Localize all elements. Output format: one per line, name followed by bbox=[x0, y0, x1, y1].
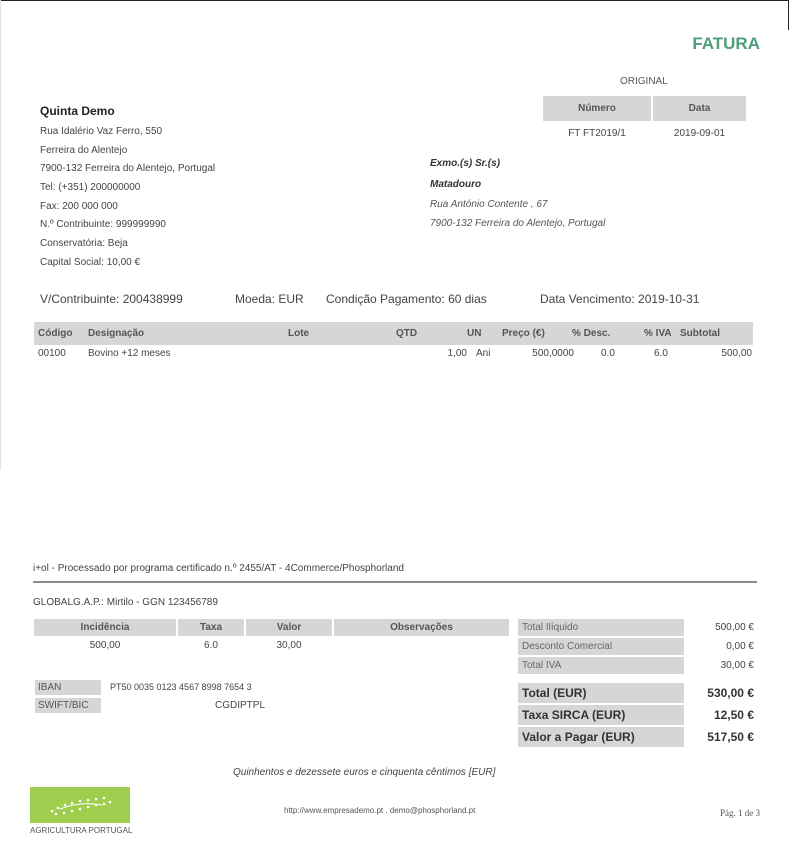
customer-salutation: Exmo.(s) Sr.(s) bbox=[430, 158, 501, 169]
company-capital: Capital Social: 10,00 € bbox=[40, 257, 141, 268]
col-discount-header: % Desc. bbox=[572, 328, 611, 339]
company-website-email: http://www.empresademo.pt . demo@phosphorland.pt bbox=[284, 806, 476, 815]
item-discount: 0.0 bbox=[601, 348, 615, 359]
amount-due-value: 517,50 € bbox=[707, 730, 754, 744]
software-certification-note: i+ol - Processado por programa certificado n.º 2455/AT - 4Commerce/Phosphorland bbox=[33, 563, 404, 574]
item-designation: Bovino +12 meses bbox=[88, 348, 171, 359]
item-vat: 6.0 bbox=[654, 348, 668, 359]
item-price: 500,0000 bbox=[532, 348, 574, 359]
discount-value: 0,00 € bbox=[726, 641, 754, 652]
organic-logo bbox=[30, 787, 130, 823]
company-address-postal: 7900-132 Ferreira do Alentejo, Portugal bbox=[40, 163, 216, 174]
total-value: 530,00 € bbox=[707, 686, 754, 700]
tax-value-value: 30,00 bbox=[276, 640, 302, 651]
amount-in-words: Quinhentos e dezessete euros e cinquenta cêntimos [EUR] bbox=[233, 767, 496, 778]
due-date: Data Vencimento: 2019-10-31 bbox=[540, 292, 700, 306]
tax-incidence-value: 500,00 bbox=[89, 640, 121, 651]
payment-terms: Condição Pagamento: 60 dias bbox=[326, 292, 487, 306]
customer-address-street: Rua António Contente , 67 bbox=[430, 199, 548, 210]
col-qty-header: QTD bbox=[396, 328, 418, 339]
company-tax-id: N.º Contribuinte: 999999990 bbox=[40, 219, 166, 230]
company-name: Quinta Demo bbox=[40, 104, 115, 118]
page-top-border bbox=[0, 0, 789, 1]
total-vat-value: 30,00 € bbox=[720, 660, 754, 671]
col-code-header: Código bbox=[38, 328, 73, 339]
customer-address-city: 7900-132 Ferreira do Alentejo, Portugal bbox=[430, 218, 606, 229]
company-registry: Conservatória: Beja bbox=[40, 238, 128, 249]
swift-value: CGDIPTPL bbox=[215, 700, 266, 711]
tax-incidence-header: Incidência bbox=[34, 619, 176, 636]
section-divider bbox=[33, 581, 757, 583]
eu-organic-leaf-icon bbox=[30, 787, 130, 823]
company-address-city: Ferreira do Alentejo bbox=[40, 145, 128, 156]
item-subtotal: 500,00 bbox=[721, 348, 752, 359]
sirca-tax-label: Taxa SIRCA (EUR) bbox=[518, 705, 684, 725]
item-qty: 1,00 bbox=[447, 348, 467, 359]
company-address-street: Rua Idalério Vaz Ferro, 550 bbox=[40, 126, 163, 137]
col-unit-header: UN bbox=[467, 328, 482, 339]
tax-value-header: Valor bbox=[246, 619, 332, 636]
copy-type-label: ORIGINAL bbox=[620, 76, 668, 87]
sirca-tax-value: 12,50 € bbox=[713, 708, 754, 722]
iban-label: IBAN bbox=[35, 680, 101, 695]
company-fax: Fax: 200 000 000 bbox=[40, 201, 118, 212]
col-subtotal-header: Subtotal bbox=[680, 328, 720, 339]
total-iliquido-label: Total Ilíquido bbox=[518, 619, 684, 636]
item-code: 00100 bbox=[38, 348, 66, 359]
col-price-header: Preço (€) bbox=[502, 328, 545, 339]
customer-name: Matadouro bbox=[430, 179, 482, 190]
company-phone: Tel: (+351) 200000000 bbox=[40, 182, 141, 193]
total-label: Total (EUR) bbox=[518, 683, 684, 703]
tax-notes-header: Observações bbox=[334, 619, 509, 636]
document-number: FT FT2019/1 bbox=[568, 128, 626, 139]
number-header: Número bbox=[543, 96, 651, 121]
document-title: FATURA bbox=[692, 34, 760, 53]
page-left-border bbox=[0, 0, 1, 470]
col-vat-header: % IVA bbox=[644, 328, 672, 339]
amount-due-label: Valor a Pagar (EUR) bbox=[518, 727, 684, 747]
globalgap-certification: GLOBALG.A.P.: Mirtilo - GGN 123456789 bbox=[33, 597, 218, 608]
customer-tax-id: V/Contribuinte: 200438999 bbox=[40, 292, 183, 306]
iban-value: PT50 0035 0123 4567 8998 7654 3 bbox=[110, 682, 252, 692]
document-date: 2019-09-01 bbox=[673, 128, 726, 139]
total-vat-label: Total IVA bbox=[518, 657, 684, 674]
tax-rate-value: 6.0 bbox=[204, 640, 218, 651]
page-number: Pág. 1 de 3 bbox=[720, 808, 760, 818]
currency: Moeda: EUR bbox=[235, 292, 304, 306]
date-header: Data bbox=[653, 96, 746, 121]
col-lot-header: Lote bbox=[288, 328, 310, 339]
swift-label: SWIFT/BIC bbox=[35, 698, 101, 713]
tax-rate-header: Taxa bbox=[178, 619, 244, 636]
total-iliquido-value: 500,00 € bbox=[715, 622, 754, 633]
logo-caption: AGRICULTURA PORTUGAL bbox=[30, 826, 133, 835]
item-unit: Ani bbox=[476, 348, 491, 359]
discount-label: Desconto Comercial bbox=[518, 638, 684, 655]
col-designation-header: Designação bbox=[88, 328, 145, 339]
